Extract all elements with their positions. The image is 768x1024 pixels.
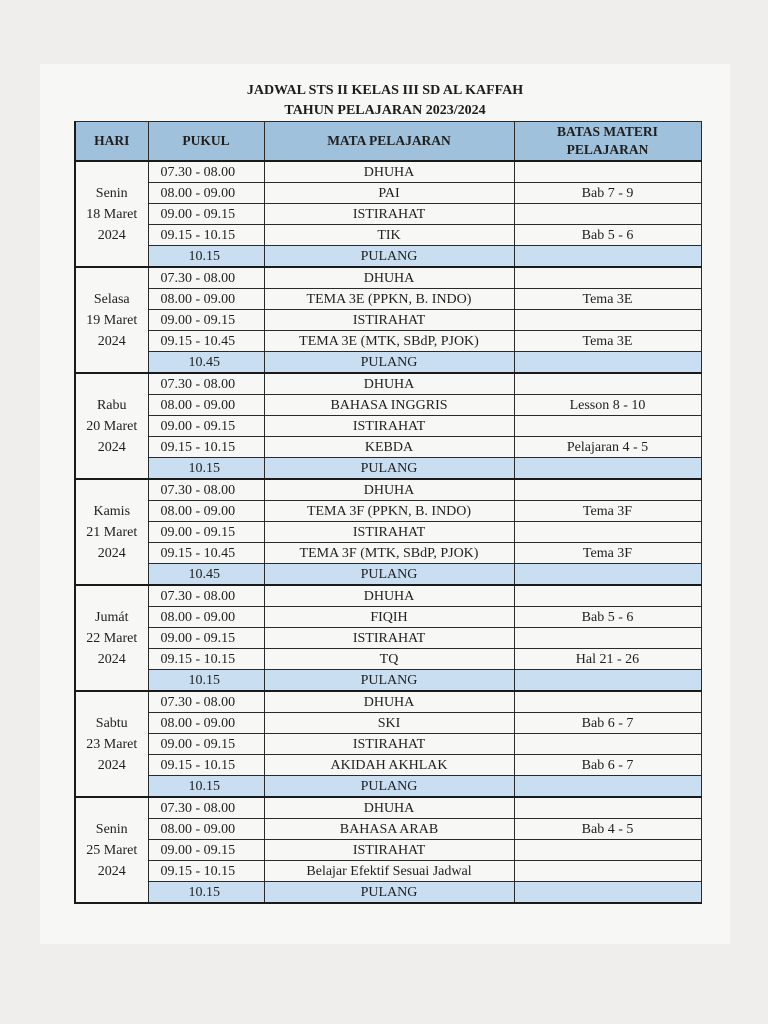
pukul-cell: 10.15: [148, 776, 264, 798]
table-row: [75, 882, 701, 904]
mata-pelajaran-cell: ISTIRAHAT: [264, 734, 514, 755]
mata-pelajaran-cell: TEMA 3F (MTK, SBdP, PJOK): [264, 543, 514, 564]
batas-materi-cell: [514, 670, 701, 692]
mata-pelajaran-cell: DHUHA: [264, 479, 514, 501]
pukul-cell: 07.30 - 08.00: [148, 797, 264, 819]
document-subtitle: TAHUN PELAJARAN 2023/2024: [284, 103, 486, 118]
mata-pelajaran-cell: DHUHA: [264, 161, 514, 183]
mata-pelajaran-cell: PULANG: [264, 776, 514, 798]
batas-materi-cell: Tema 3F: [514, 501, 701, 522]
pukul-cell: 09.15 - 10.15: [148, 861, 264, 882]
mata-pelajaran-cell: FIQIH: [264, 607, 514, 628]
mata-pelajaran-cell: PULANG: [264, 882, 514, 904]
pukul-cell: 09.15 - 10.15: [148, 437, 264, 458]
pukul-cell: 07.30 - 08.00: [148, 161, 264, 183]
header-hari: HARI: [75, 122, 148, 162]
hari-hari: Senin: [95, 821, 128, 837]
mata-pelajaran-cell: ISTIRAHAT: [264, 522, 514, 543]
mata-pelajaran-cell: PAI: [264, 183, 514, 204]
hari-tahun: 2024: [97, 333, 126, 349]
pukul-cell: 10.15: [148, 458, 264, 480]
hari-cell: [75, 161, 148, 267]
table-row: [75, 479, 701, 501]
document-title: JADWAL STS II KELAS III SD AL KAFFAH: [246, 83, 524, 98]
mata-pelajaran-cell: KEBDA: [264, 437, 514, 458]
pukul-cell: 10.15: [148, 670, 264, 692]
batas-materi-cell: Bab 4 - 5: [514, 819, 701, 840]
mata-pelajaran-cell: PULANG: [264, 352, 514, 374]
pukul-cell: 08.00 - 09.00: [148, 395, 264, 416]
hari-tahun: 2024: [97, 545, 126, 561]
pukul-cell: 07.30 - 08.00: [148, 267, 264, 289]
batas-materi-cell: [514, 479, 701, 501]
table-row: [75, 161, 701, 183]
table-row: [75, 246, 701, 268]
mata-pelajaran-cell: DHUHA: [264, 373, 514, 395]
hari-tanggal: 25 Maret: [86, 842, 138, 858]
mata-pelajaran-cell: TIK: [264, 225, 514, 246]
hari-tanggal: 19 Maret: [86, 312, 138, 328]
pukul-cell: 09.00 - 09.15: [148, 734, 264, 755]
hari-cell: [75, 267, 148, 373]
header-mata-pelajaran: MATA PELAJARAN: [264, 122, 514, 162]
table-row: [75, 797, 701, 819]
hari-tahun: 2024: [97, 651, 126, 667]
pukul-cell: 07.30 - 08.00: [148, 373, 264, 395]
batas-materi-cell: [514, 628, 701, 649]
table-row: [75, 289, 701, 310]
table-row: [75, 395, 701, 416]
pukul-cell: 09.00 - 09.15: [148, 204, 264, 225]
batas-materi-cell: [514, 246, 701, 268]
batas-materi-cell: Bab 6 - 7: [514, 755, 701, 776]
batas-materi-cell: Tema 3E: [514, 331, 701, 352]
batas-materi-cell: [514, 734, 701, 755]
pukul-cell: 08.00 - 09.00: [148, 289, 264, 310]
batas-materi-cell: [514, 882, 701, 904]
batas-materi-cell: Bab 5 - 6: [514, 225, 701, 246]
batas-materi-cell: Tema 3F: [514, 543, 701, 564]
batas-materi-cell: Hal 21 - 26: [514, 649, 701, 670]
hari-tanggal: 22 Maret: [86, 630, 138, 646]
pukul-cell: 09.00 - 09.15: [148, 416, 264, 437]
schedule-body: [75, 161, 701, 903]
pukul-cell: 09.15 - 10.15: [148, 755, 264, 776]
batas-materi-cell: Bab 6 - 7: [514, 713, 701, 734]
batas-materi-cell: [514, 204, 701, 225]
pukul-cell: 09.00 - 09.15: [148, 840, 264, 861]
pukul-cell: 09.15 - 10.45: [148, 543, 264, 564]
hari-cell: [75, 691, 148, 797]
table-row: [75, 607, 701, 628]
hari-tahun: 2024: [97, 757, 126, 773]
table-row: [75, 734, 701, 755]
pukul-cell: 10.15: [148, 246, 264, 268]
batas-materi-cell: [514, 564, 701, 586]
hari-tanggal: 23 Maret: [86, 736, 138, 752]
mata-pelajaran-cell: ISTIRAHAT: [264, 840, 514, 861]
table-row: [75, 755, 701, 776]
batas-materi-cell: [514, 267, 701, 289]
batas-materi-cell: Bab 7 - 9: [514, 183, 701, 204]
table-row: [75, 204, 701, 225]
table-row: [75, 331, 701, 352]
hari-hari: Kamis: [93, 503, 131, 519]
batas-materi-cell: [514, 373, 701, 395]
table-row: [75, 585, 701, 607]
pukul-cell: 08.00 - 09.00: [148, 607, 264, 628]
mata-pelajaran-cell: BAHASA INGGRIS: [264, 395, 514, 416]
batas-materi-cell: [514, 861, 701, 882]
table-row: [75, 310, 701, 331]
pukul-cell: 08.00 - 09.00: [148, 819, 264, 840]
batas-materi-cell: [514, 161, 701, 183]
mata-pelajaran-cell: PULANG: [264, 564, 514, 586]
table-row: [75, 543, 701, 564]
mata-pelajaran-cell: PULANG: [264, 458, 514, 480]
hari-hari: Jumát: [95, 609, 129, 625]
pukul-cell: 07.30 - 08.00: [148, 585, 264, 607]
schedule-table: [74, 121, 702, 904]
table-row: [75, 501, 701, 522]
batas-materi-cell: Bab 5 - 6: [514, 607, 701, 628]
mata-pelajaran-cell: TQ: [264, 649, 514, 670]
pukul-cell: 09.00 - 09.15: [148, 310, 264, 331]
table-row: [75, 522, 701, 543]
hari-cell: [75, 479, 148, 585]
pukul-cell: 09.15 - 10.45: [148, 331, 264, 352]
header-batas-materi-line2: PELAJARAN: [566, 142, 649, 157]
batas-materi-cell: [514, 776, 701, 798]
hari-hari: Sabtu: [95, 715, 128, 731]
mata-pelajaran-cell: ISTIRAHAT: [264, 204, 514, 225]
pukul-cell: 08.00 - 09.00: [148, 183, 264, 204]
header-batas-materi: [514, 122, 701, 162]
hari-tahun: 2024: [97, 439, 126, 455]
table-row: [75, 819, 701, 840]
hari-tanggal: 18 Maret: [86, 206, 138, 222]
table-row: [75, 649, 701, 670]
hari-cell: [75, 585, 148, 691]
mata-pelajaran-cell: Belajar Efektif Sesuai Jadwal: [264, 861, 514, 882]
table-row: [75, 628, 701, 649]
pukul-cell: 09.15 - 10.15: [148, 225, 264, 246]
batas-materi-cell: [514, 522, 701, 543]
pukul-cell: 09.15 - 10.15: [148, 649, 264, 670]
hari-tanggal: 20 Maret: [86, 418, 138, 434]
pukul-cell: 09.00 - 09.15: [148, 628, 264, 649]
table-row: [75, 776, 701, 798]
header-pukul: PUKUL: [148, 122, 264, 162]
batas-materi-cell: [514, 352, 701, 374]
hari-tahun: 2024: [97, 863, 126, 879]
hari-hari: Rabu: [96, 397, 127, 413]
hari-tahun: 2024: [97, 227, 126, 243]
mata-pelajaran-cell: DHUHA: [264, 267, 514, 289]
mata-pelajaran-cell: TEMA 3F (PPKN, B. INDO): [264, 501, 514, 522]
mata-pelajaran-cell: TEMA 3E (PPKN, B. INDO): [264, 289, 514, 310]
table-row: [75, 183, 701, 204]
mata-pelajaran-cell: ISTIRAHAT: [264, 416, 514, 437]
pukul-cell: 08.00 - 09.00: [148, 501, 264, 522]
batas-materi-cell: [514, 585, 701, 607]
mata-pelajaran-cell: DHUHA: [264, 585, 514, 607]
pukul-cell: 10.45: [148, 564, 264, 586]
hari-hari: Selasa: [93, 291, 130, 307]
hari-hari: Senin: [95, 185, 128, 201]
hari-cell: [75, 797, 148, 903]
mata-pelajaran-cell: ISTIRAHAT: [264, 310, 514, 331]
header-batas-materi-line1: BATAS MATERI: [557, 124, 658, 139]
batas-materi-cell: Tema 3E: [514, 289, 701, 310]
mata-pelajaran-cell: ISTIRAHAT: [264, 628, 514, 649]
pukul-cell: 09.00 - 09.15: [148, 522, 264, 543]
batas-materi-cell: [514, 310, 701, 331]
table-row: [75, 861, 701, 882]
batas-materi-cell: [514, 797, 701, 819]
table-row: [75, 437, 701, 458]
table-row: [75, 458, 701, 480]
mata-pelajaran-cell: DHUHA: [264, 691, 514, 713]
document-page: [40, 64, 730, 944]
table-row: [75, 267, 701, 289]
pukul-cell: 08.00 - 09.00: [148, 713, 264, 734]
table-row: [75, 840, 701, 861]
mata-pelajaran-cell: PULANG: [264, 670, 514, 692]
table-row: [75, 373, 701, 395]
batas-materi-cell: [514, 416, 701, 437]
table-header-row: [75, 122, 701, 162]
batas-materi-cell: [514, 691, 701, 713]
table-row: [75, 416, 701, 437]
batas-materi-cell: [514, 840, 701, 861]
hari-cell: [75, 373, 148, 479]
pukul-cell: 07.30 - 08.00: [148, 691, 264, 713]
batas-materi-cell: Lesson 8 - 10: [514, 395, 701, 416]
pukul-cell: 10.15: [148, 882, 264, 904]
mata-pelajaran-cell: DHUHA: [264, 797, 514, 819]
pukul-cell: 07.30 - 08.00: [148, 479, 264, 501]
mata-pelajaran-cell: SKI: [264, 713, 514, 734]
table-row: [75, 713, 701, 734]
mata-pelajaran-cell: PULANG: [264, 246, 514, 268]
batas-materi-cell: Pelajaran 4 - 5: [514, 437, 701, 458]
table-row: [75, 691, 701, 713]
hari-tanggal: 21 Maret: [86, 524, 138, 540]
batas-materi-cell: [514, 458, 701, 480]
pukul-cell: 10.45: [148, 352, 264, 374]
table-row: [75, 670, 701, 692]
table-row: [75, 225, 701, 246]
table-row: [75, 352, 701, 374]
mata-pelajaran-cell: BAHASA ARAB: [264, 819, 514, 840]
table-row: [75, 564, 701, 586]
mata-pelajaran-cell: AKIDAH AKHLAK: [264, 755, 514, 776]
mata-pelajaran-cell: TEMA 3E (MTK, SBdP, PJOK): [264, 331, 514, 352]
